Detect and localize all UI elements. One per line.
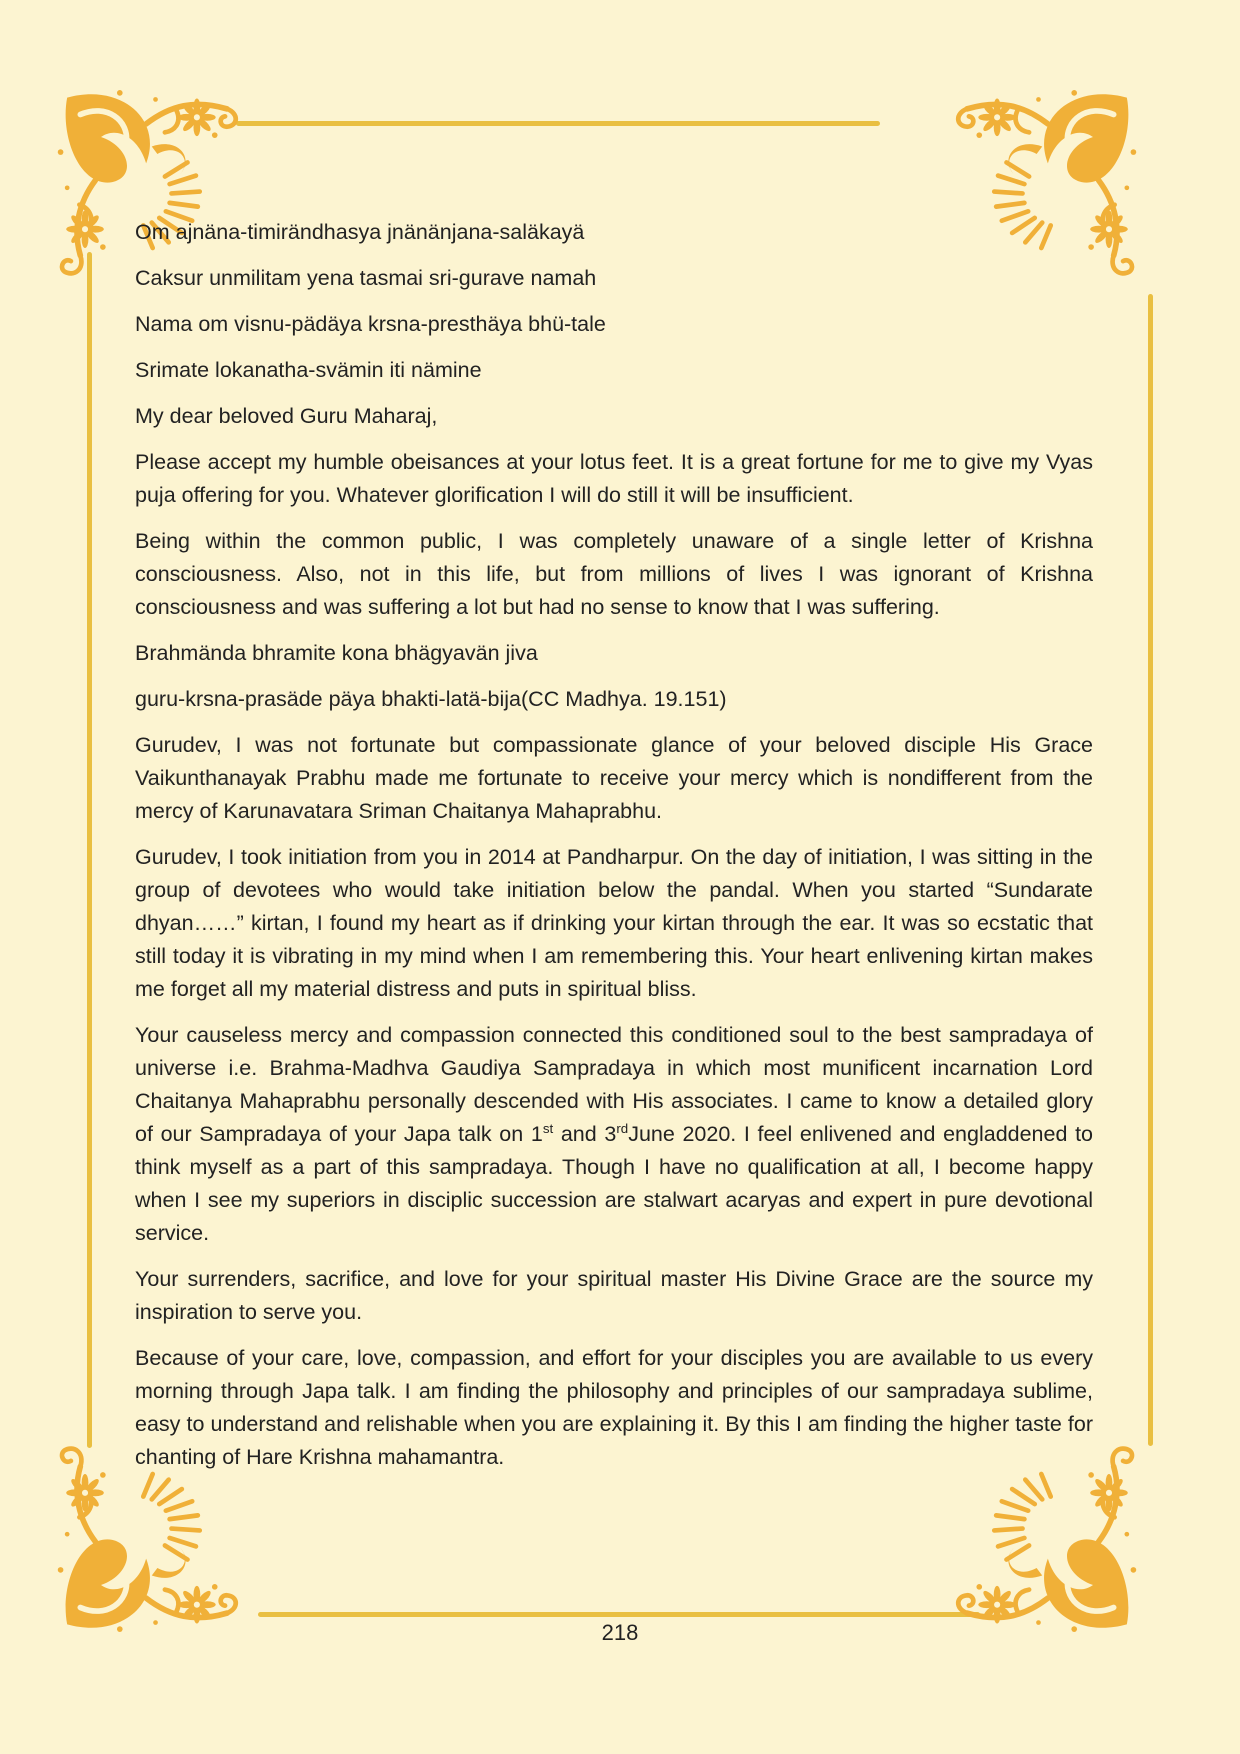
paragraph-segment: Your causeless mercy and compassion connected this conditioned soul to the best sampradaya of universe i.e. Brahma-Madhva Gaudiya Sampradaya in which most munificent incarnation Lord Chaitanya Mahaprabhu personally descended with His associates. I came to know a detailed glory of our Sampradaya of your Japa talk on 1	[135, 1023, 1093, 1146]
ordinal-superscript: st	[542, 1120, 554, 1136]
paragraph-segment: and 3	[553, 1122, 617, 1146]
body-paragraph: Being within the common public, I was completely unaware of a single letter of Krishna consciousness. Also, not in this life, but from millions of lives I was ignorant of Krishna consciousness and was suffering a lot but had no sense to know that I was suffering.	[135, 529, 1093, 619]
verse-line: Brahmända bhramite kona bhägyavän jiva	[135, 641, 538, 665]
body-paragraph: Please accept my humble obeisances at your lotus feet. It is a great fortune for me to give my Vyas puja offering for you. Whatever glorification I will do still it will be insufficient.	[135, 450, 1093, 507]
salutation: My dear beloved Guru Maharaj,	[135, 404, 438, 428]
ordinal-superscript: rd	[616, 1120, 629, 1136]
page-number: 218	[601, 1620, 639, 1645]
body-paragraph: Your surrenders, sacrifice, and love for your spiritual master His Divine Grace are the source my inspiration to serve you.	[135, 1267, 1093, 1324]
verse-line: Srimate lokanatha-svämin iti nämine	[135, 358, 482, 382]
frame-left-line	[87, 252, 92, 1448]
body-paragraph: Gurudev, I was not fortunate but compassionate glance of your beloved disciple His Grace Vaikunthanayak Prabhu made me fortunate to receive your mercy which is nondifferent from the mercy of Karunavatara Sriman Chaitanya Mahaprabhu.	[135, 733, 1093, 823]
body-paragraph: Gurudev, I took initiation from you in 2014 at Pandharpur. On the day of initiation, I was sitting in the group of devotees who would take initiation below the pandal. When you started “Sundarate dhyan……” kirtan, I found my heart as if drinking your kirtan through the ear. It was so ecstatic that still today it is vibrating in my mind when I am remembering this. Your heart enlivening kirtan makes me forget all my material distress and puts in spiritual bliss.	[135, 845, 1093, 1001]
verse-line: Nama om visnu-pädäya krsna-presthäya bhü-tale	[135, 312, 606, 336]
frame-bottom-line	[258, 1612, 980, 1617]
verse-line: guru-krsna-prasäde päya bhakti-latä-bija(CC Madhya. 19.151)	[135, 687, 727, 711]
verse-line: Om ajnäna-timirändhasya jnänänjana-saläkayä	[135, 220, 585, 244]
paragraph-segment: June 2020. I feel enlivened and engladdened to think myself as a part of this sampradaya. Though I have no qualification at all, I become happy when I see my superiors in disciplic succession are stalwart acaryas and expert in pure devotional service.	[135, 1122, 1094, 1245]
body-paragraph: Because of your care, love, compassion, and effort for your disciples you are available to us every morning through Japa talk. I am finding the philosophy and principles of our sampradaya sublime, easy to understand and relishable when you are explaining it. By this I am finding the higher taste for chanting of Hare Krishna mahamantra.	[135, 1346, 1093, 1469]
frame-right-line	[1148, 294, 1153, 1446]
body-paragraph	[135, 1019, 1093, 1250]
frame-top-line	[236, 121, 880, 126]
verse-line: Caksur unmilitam yena tasmai sri-gurave namah	[135, 266, 597, 290]
letter-text	[135, 216, 1093, 1474]
